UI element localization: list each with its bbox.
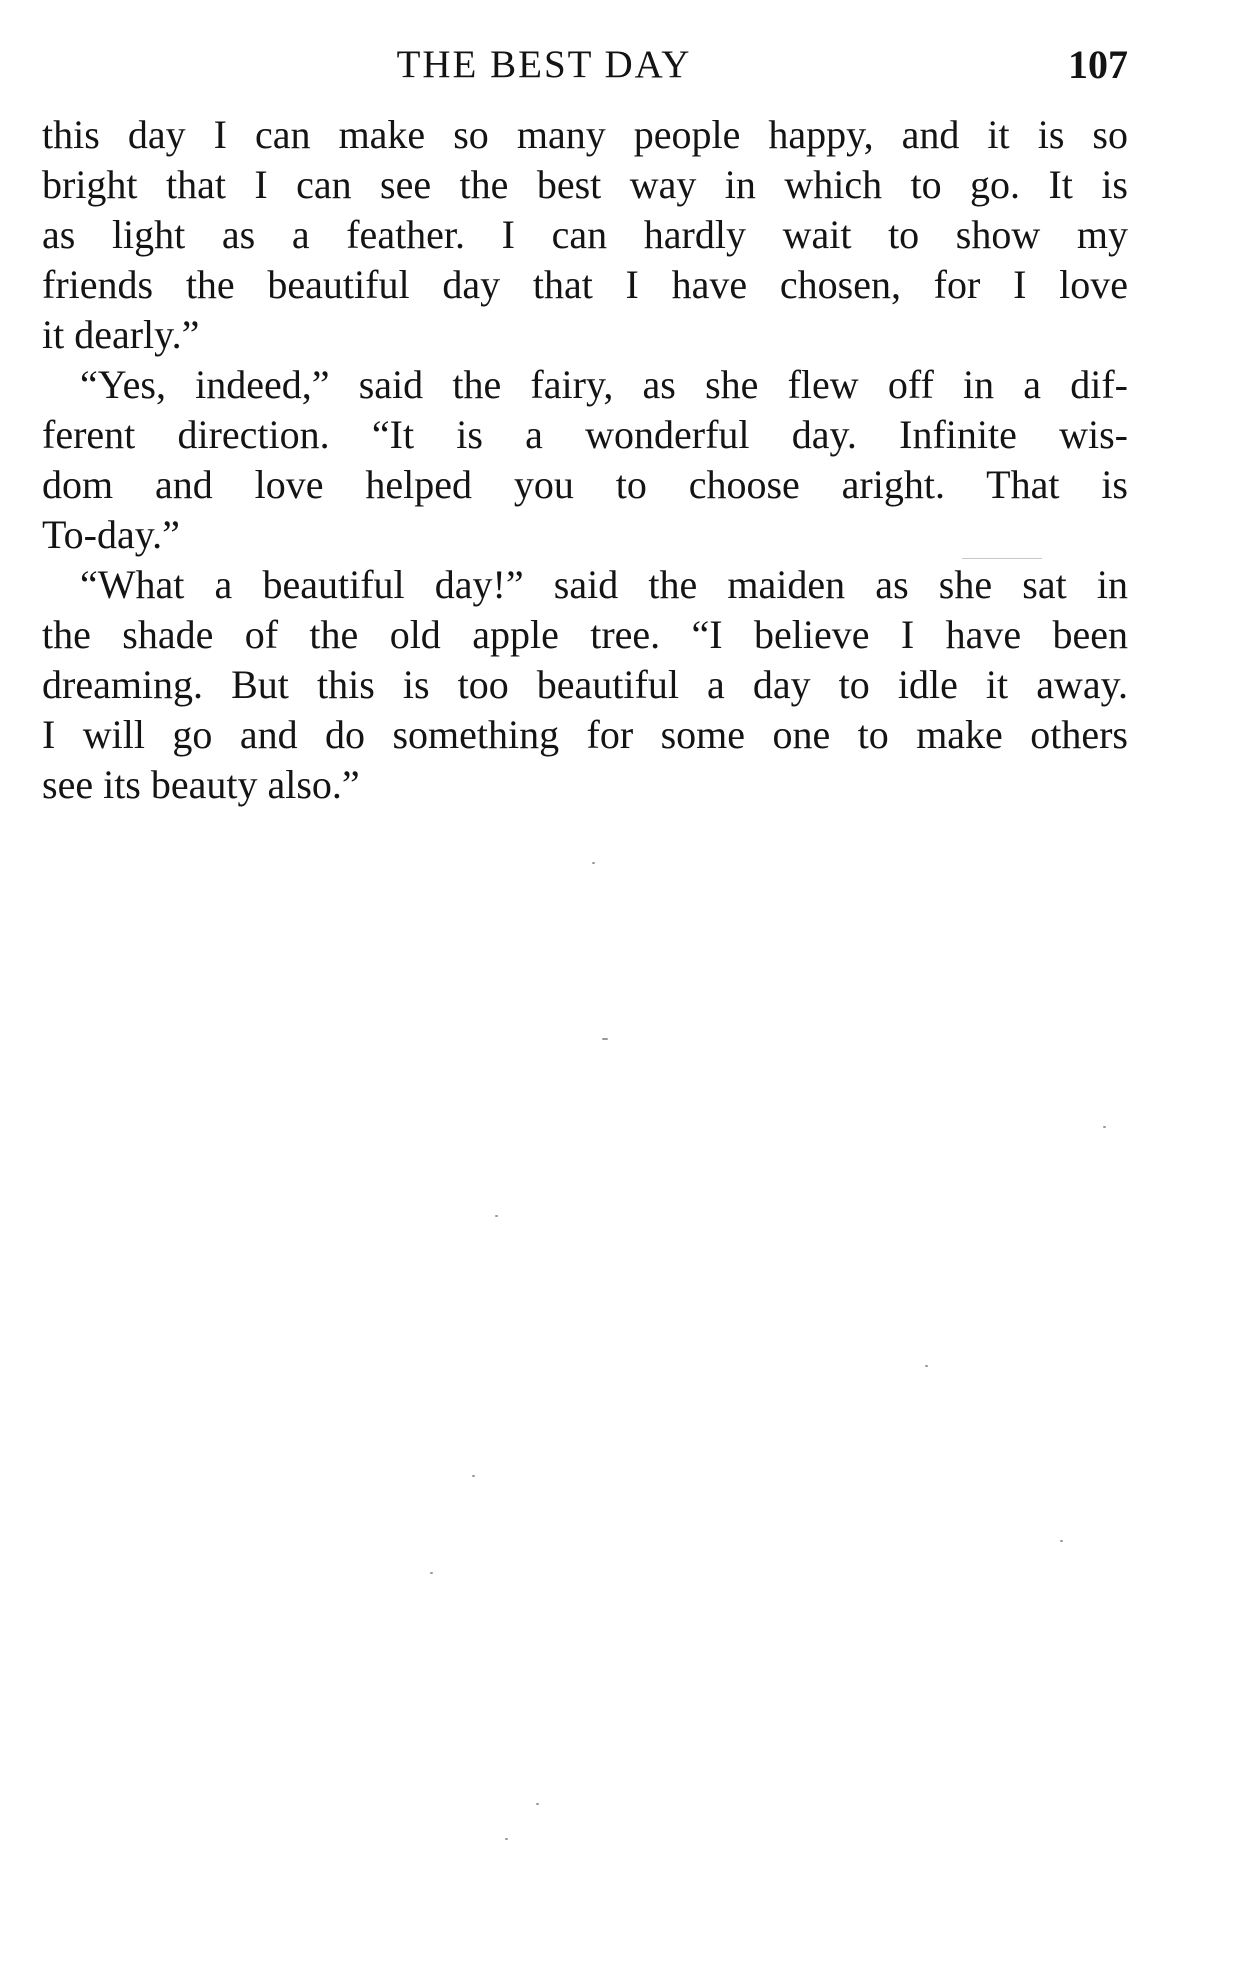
text-line: dom and love helped you to choose aright. That is [42, 462, 1128, 507]
scan-speck [602, 1038, 608, 1040]
text-line: dreaming. But this is too beautiful a day to idle it away. [42, 662, 1128, 707]
text-line: friends the beautiful day that I have chosen, for I love [42, 262, 1128, 307]
page-number: 107 [1068, 42, 1128, 87]
scan-speck [505, 1838, 508, 1840]
text-line: “Yes, indeed,” said the fairy, as she flew off in a dif- [80, 362, 1128, 407]
text-line: ferent direction. “It is a wonderful day. Infinite wis- [42, 412, 1128, 457]
scan-speck [925, 1365, 928, 1367]
text-line: bright that I can see the best way in which to go. It is [42, 162, 1128, 207]
text-line: “What a beautiful day!” said the maiden as she sat in [80, 562, 1128, 607]
scan-speck [536, 1803, 539, 1805]
paragraph [42, 360, 1128, 560]
text-line: as light as a feather. I can hardly wait to show my [42, 212, 1128, 257]
running-head [44, 40, 1128, 90]
text-line: see its beauty also.” [42, 762, 360, 807]
paragraph [42, 110, 1128, 360]
scan-speck [962, 558, 1042, 559]
scan-speck [495, 1215, 498, 1217]
scan-speck [1060, 1540, 1063, 1542]
text-line: I will go and do something for some one to make others [42, 712, 1128, 757]
paragraph [42, 560, 1128, 810]
scan-speck [1103, 1126, 1106, 1128]
text-line: To-day.” [42, 512, 180, 557]
scan-speck [592, 862, 595, 864]
body-text [42, 110, 1128, 810]
running-title: THE BEST DAY [396, 43, 692, 86]
scan-speck [472, 1475, 475, 1477]
text-line: this day I can make so many people happy, and it is so [42, 112, 1128, 157]
scan-speck [430, 1572, 433, 1574]
text-line: the shade of the old apple tree. “I believe I have been [42, 612, 1128, 657]
text-line: it dearly.” [42, 312, 200, 357]
